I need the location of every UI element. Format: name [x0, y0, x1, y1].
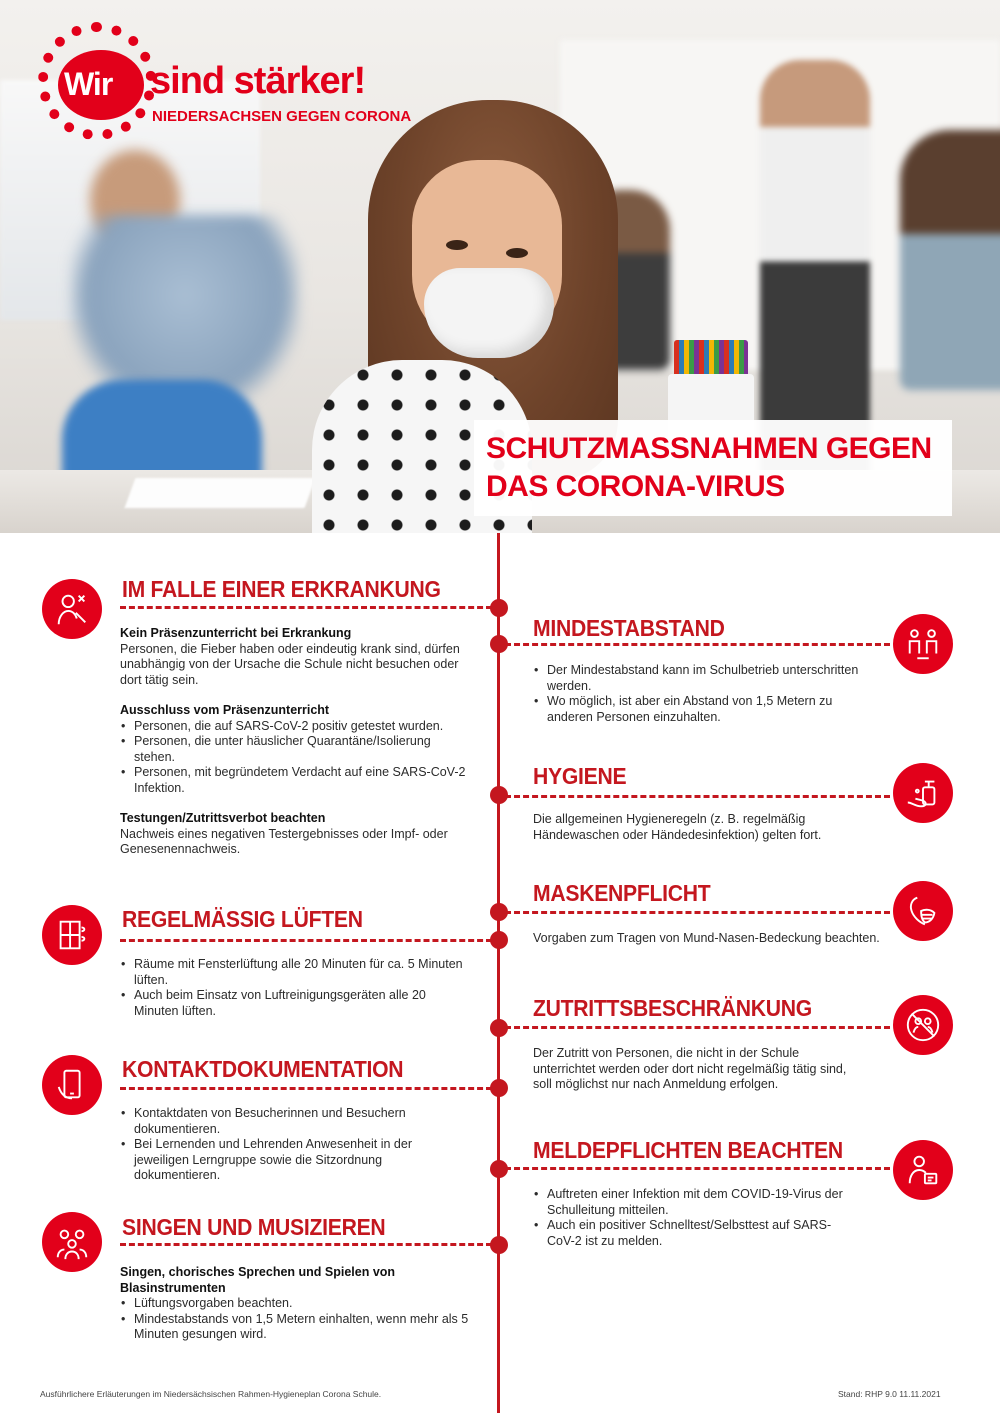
section-body-lueften	[120, 957, 465, 1019]
paragraph: Der Zutritt von Personen, die nicht in der Schule unterrichtet werden oder dort nicht regelmäßig tätig sind, soll möglichst nur nach Anmeldung erfolgen.	[533, 1046, 847, 1091]
timeline-dot	[490, 931, 508, 949]
distance-people-icon	[893, 614, 953, 674]
girl-eye-left	[446, 240, 468, 250]
section-title-meldepflichten: MELDEPFLICHTEN BEACHTEN	[533, 1137, 843, 1163]
list-item: • Räume mit Fensterlüftung alle 20 Minuten für ca. 5 Minuten lüften.	[120, 957, 465, 988]
book	[125, 478, 316, 508]
timeline-dot	[490, 599, 508, 617]
girl-eye-right	[506, 248, 528, 258]
list-item: • Kontaktdaten von Besucherinnen und Besuchern dokumentieren.	[120, 1106, 465, 1137]
list-item: • Auch beim Einsatz von Luftreinigungsgeräten alle 20 Minuten lüften.	[120, 988, 465, 1019]
list-item: • Lüftungsvorgaben beachten.	[120, 1296, 470, 1312]
list-item: • Der Mindestabstand kann im Schulbetrieb unterschritten werden.	[533, 663, 863, 694]
paragraph: Personen, die Fieber haben oder eindeutig krank sind, dürfen unabhängig von der Ursache die Schule nicht besuchen oder dort tätig sein.	[120, 641, 460, 687]
section-body-erkrankung	[120, 626, 470, 858]
section-title-hygiene: HYGIENE	[533, 763, 627, 789]
section-divider	[120, 1243, 492, 1246]
hand-sanitizer-icon	[893, 763, 953, 823]
bullet-list	[533, 663, 863, 725]
section-divider	[505, 795, 890, 798]
paragraph: Nachweis eines negativen Testergebnisses oder Impf- oder Genesenennachweis.	[120, 826, 448, 856]
background-child-right	[900, 130, 1000, 390]
paragraph: Vorgaben zum Tragen von Mund-Nasen-Bedeckung beachten.	[533, 931, 880, 945]
choir-singing-icon	[42, 1212, 102, 1272]
section-title-mindestabstand: MINDESTABSTAND	[533, 615, 725, 641]
section-divider	[505, 1026, 890, 1029]
list-item: • Auftreten einer Infektion mit dem COVID-19-Virus der Schulleitung mitteilen.	[533, 1187, 853, 1218]
section-title-singen: SINGEN UND MUSIZIEREN	[122, 1214, 386, 1240]
timeline-dot	[490, 1236, 508, 1254]
page-title	[474, 420, 952, 516]
footer-version: Stand: RHP 9.0 11.11.2021	[838, 1389, 941, 1399]
page-title-line1: SCHUTZMASSNAHMEN GEGEN	[486, 432, 932, 465]
background-teacher	[760, 60, 870, 480]
section-divider	[505, 1167, 890, 1170]
list-item: • Auch ein positiver Schnelltest/Selbsttest auf SARS-CoV-2 ist zu melden.	[533, 1218, 853, 1249]
no-group-icon	[893, 995, 953, 1055]
face-mask-icon	[893, 881, 953, 941]
timeline-dot	[490, 1079, 508, 1097]
logo-title: sind stärker!	[150, 60, 366, 102]
subheading: Kein Präsenzunterricht bei Erkrankung	[120, 626, 352, 640]
bullet-list	[120, 1296, 470, 1343]
page-title-line2: DAS CORONA-VIRUS	[486, 470, 785, 503]
section-body-singen	[120, 1265, 470, 1343]
section-body-zutrittsbeschraenkung	[533, 1046, 853, 1093]
section-title-lueften: REGELMÄSSIG LÜFTEN	[122, 906, 363, 932]
footer-note: Ausführlichere Erläuterungen im Niedersächsischen Rahmen-Hygieneplan Corona Schule.	[40, 1389, 382, 1399]
section-title-kontaktdokumentation: KONTAKTDOKUMENTATION	[122, 1056, 404, 1082]
list-item: • Wo möglich, ist aber ein Abstand von 1,5 Metern zu anderen Personen einzuhalten.	[533, 694, 863, 725]
list-item: • Personen, die auf SARS-CoV-2 positiv getestet wurden.	[120, 719, 470, 735]
report-person-icon	[893, 1140, 953, 1200]
section-body-kontaktdokumentation	[120, 1106, 465, 1184]
list-item: • Personen, die unter häuslicher Quarantäne/Isolierung stehen.	[120, 734, 470, 765]
girl-face-mask	[424, 268, 554, 358]
subheading: Ausschluss vom Präsenzunterricht	[120, 703, 330, 717]
section-body-mindestabstand	[533, 663, 863, 725]
hero-photo	[0, 0, 1000, 533]
subheading: Testungen/Zutrittsverbot beachten	[120, 811, 326, 825]
logo-subtitle: NIEDERSACHSEN GEGEN CORONA	[152, 108, 412, 125]
logo-badge-text: Wir	[64, 66, 113, 102]
bullet-list	[120, 1106, 465, 1184]
section-divider	[120, 1087, 492, 1090]
campaign-logo	[30, 14, 412, 154]
section-body-maskenpflicht	[533, 931, 893, 947]
bullet-list	[120, 957, 465, 1019]
paragraph: Die allgemeinen Hygieneregeln (z. B. regelmäßig Händewaschen oder Händedesinfektion) gelten fort.	[533, 812, 822, 842]
section-title-erkrankung: IM FALLE EINER ERKRANKUNG	[122, 576, 441, 602]
section-divider	[505, 643, 890, 646]
window-ventilation-icon	[42, 905, 102, 965]
section-body-meldepflichten	[533, 1187, 853, 1249]
section-divider	[120, 939, 492, 942]
section-title-zutrittsbeschraenkung: ZUTRITTSBESCHRÄNKUNG	[533, 995, 812, 1021]
section-divider	[505, 911, 890, 914]
section-body-hygiene	[533, 812, 848, 843]
subheading: Singen, chorisches Sprechen und Spielen von Blasinstrumenten	[120, 1265, 396, 1295]
bullet-list	[120, 719, 470, 797]
section-title-maskenpflicht: MASKENPFLICHT	[533, 880, 711, 906]
bullet-list	[533, 1187, 853, 1249]
section-divider	[120, 606, 492, 609]
list-item: • Bei Lernenden und Lehrenden Anwesenheit in der jeweiligen Lerngruppe sowie die Sitzordnung dokumentieren.	[120, 1137, 465, 1184]
list-item: • Mindestabstands von 1,5 Metern einhalten, wenn mehr als 5 Minuten gesungen wird.	[120, 1312, 470, 1343]
list-item: • Personen, mit begründetem Verdacht auf eine SARS-CoV-2 Infektion.	[120, 765, 470, 796]
sick-person-icon	[42, 579, 102, 639]
timeline-line	[497, 533, 500, 1413]
smartphone-hand-icon	[42, 1055, 102, 1115]
